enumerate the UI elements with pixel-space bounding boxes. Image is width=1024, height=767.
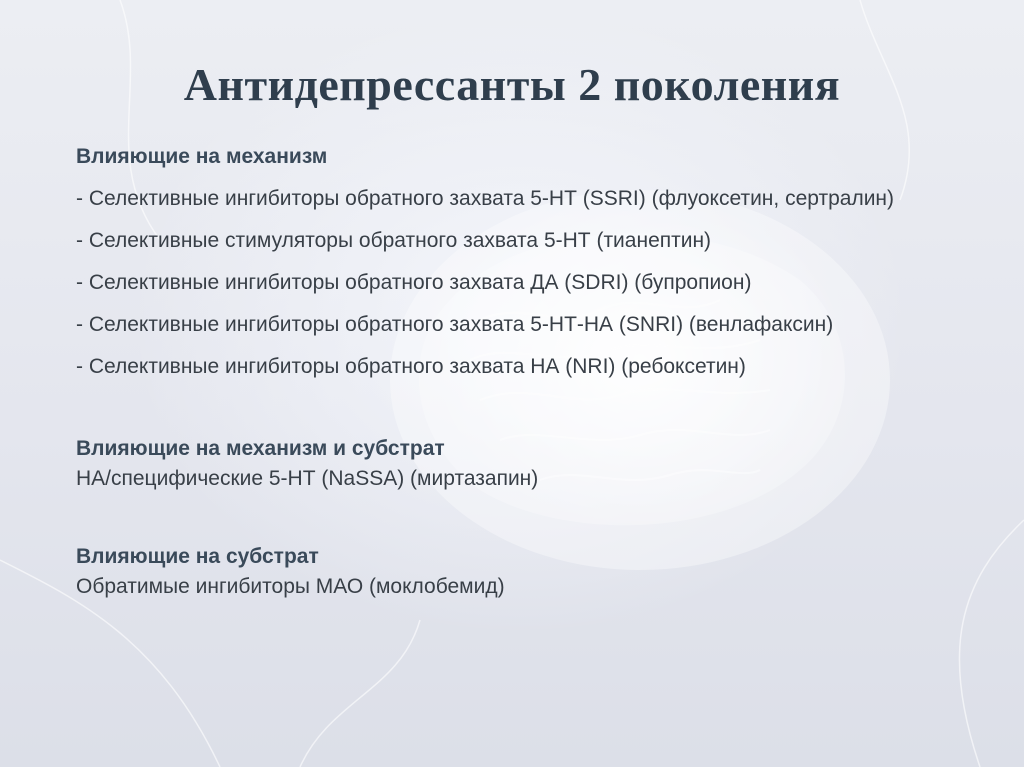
- section-heading-mechanism: Влияющие на механизм: [76, 145, 328, 168]
- list-item: - Селективные ингибиторы обратного захвата 5-НТ (SSRI) (флуоксетин, сертралин): [76, 187, 895, 210]
- section-text: НА/специфические 5-НТ (NaSSA) (миртазапин): [76, 467, 539, 490]
- section-substrate: [76, 542, 956, 602]
- slide-title: Антидепрессанты 2 поколения: [183, 59, 841, 110]
- list-item: - Селективные ингибиторы обратного захвата НА (NRI) (ребоксетин): [76, 355, 746, 378]
- slide-content: [76, 142, 956, 602]
- list-item: - Селективные ингибиторы обратного захвата ДА (SDRI) (бупропион): [76, 271, 752, 294]
- section-heading-substrate: Влияющие на субстрат: [76, 545, 319, 568]
- section-mechanism-substrate: [76, 434, 956, 494]
- list-item: - Селективные ингибиторы обратного захвата 5-НТ-НА (SNRI) (венлафаксин): [76, 313, 834, 336]
- section-heading-mechanism-substrate: Влияющие на механизм и субстрат: [76, 437, 445, 460]
- list-item: - Селективные стимуляторы обратного захвата 5-НТ (тианептин): [76, 229, 712, 252]
- section-text: Обратимые ингибиторы МАО (моклобемид): [76, 575, 505, 598]
